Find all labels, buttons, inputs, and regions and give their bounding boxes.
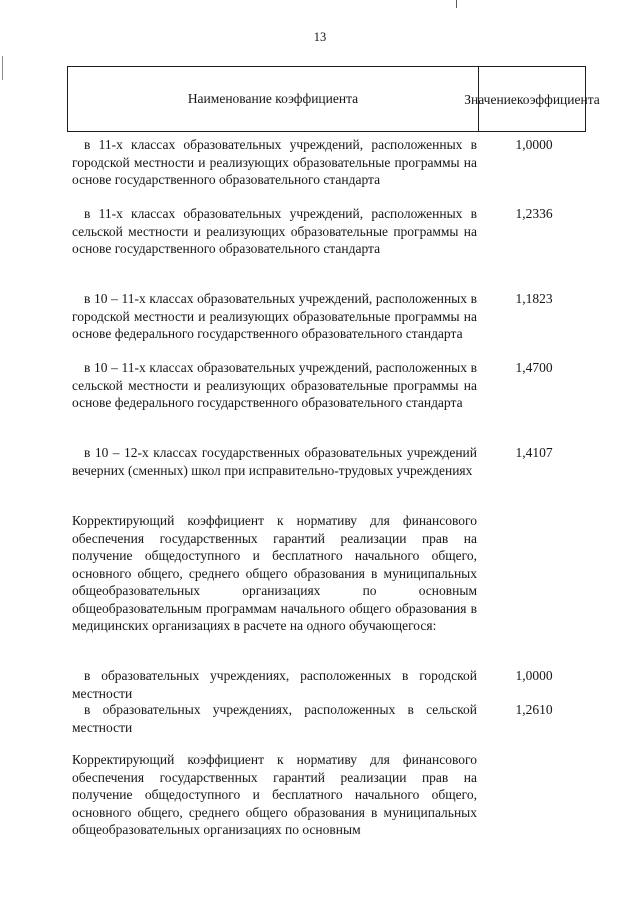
row-text: в 10 – 12-х классах государственных образовательных учреждений вечерних (сменных) школ при исправительно-трудовых учреждениях [72,445,477,478]
row-value: 1,2610 [515,702,553,717]
section-heading: Корректирующий коэффициент к нормативу для финансового обеспечения государственных гарантий реализации прав на получение общедоступного и бесплатного начального общего, основного общего, среднего общего образования в муниципальных общеобразовательных организациях по основным [72,752,477,837]
row-text: в 11-х классах образовательных учреждений, расположенных в сельской местности и реализующих образовательные программы на основе государственного образовательного стандарта [72,206,477,256]
row-text: в образовательных учреждениях, расположенных в городской местности [72,668,477,701]
column-header-name: Наименование коэффициента [187,91,359,106]
row-value: 1,0000 [515,137,553,152]
row-value: 1,0000 [515,668,553,683]
row-text: в образовательных учреждениях, расположенных в сельской местности [72,702,477,735]
row-value: 1,2336 [515,206,553,221]
row-text: в 11-х классах образовательных учреждений, расположенных в городской местности и реализующих образовательные программы на основе государственного образовательного стандарта [72,137,477,187]
row-value: 1,4700 [515,360,553,375]
section-heading: Корректирующий коэффициент к нормативу для финансового обеспечения государственных гарантий реализации прав на получение общедоступного и бесплатного начального общего, основного общего, среднего общего образования в муниципальных общеобразовательных организациях по основным общеобразовательным программам начального общего образования в медицинских организациях в расчете на одного обучающегося: [72,513,477,633]
row-text: в 10 – 11-х классах образовательных учреждений, расположенных в городской местности и реализующих образовательные программы на основе федерального государственного образовательного стандарта [72,291,477,341]
row-text: в 10 – 11-х классах образовательных учреждений, расположенных в сельской местности и реализующих образовательные программы на основе федерального государственного образовательного стандарта [72,360,477,410]
column-header-value-line1: Значение [464,91,517,107]
row-value: 1,1823 [515,291,553,306]
page-number: 13 [313,30,327,44]
row-value: 1,4107 [515,445,553,460]
column-header-value-line2: коэффициента [516,91,600,107]
